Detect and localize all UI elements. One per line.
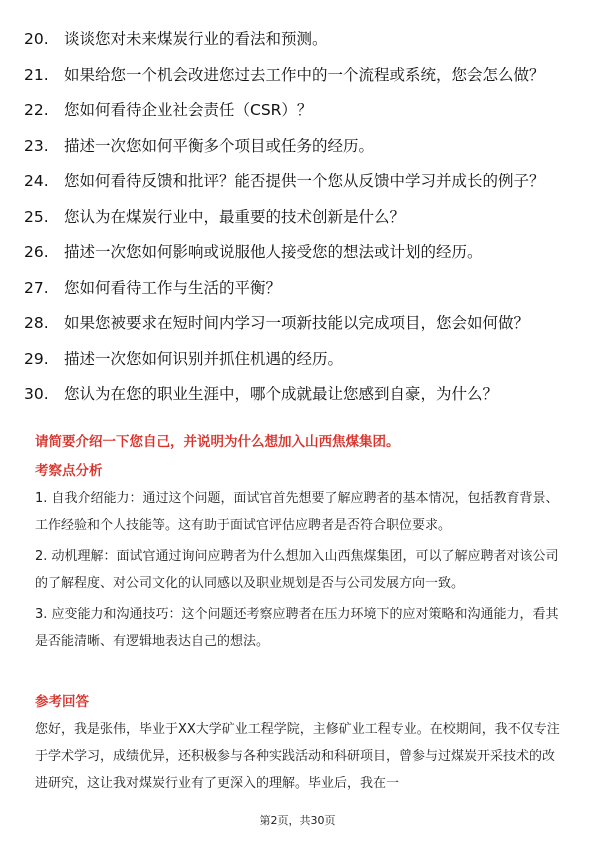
question-item bbox=[24, 311, 569, 336]
question-text: 您如何看待企业社会责任（CSR）？ bbox=[64, 101, 313, 119]
question-text: 您认为在煤炭行业中，最重要的技术创新是什么？ bbox=[64, 207, 406, 226]
question-text: 描述一次您如何平衡多个项目或任务的经历。 bbox=[64, 136, 375, 155]
question-item bbox=[24, 169, 569, 194]
analysis-item: 2. 动机理解：面试官通过询问应聘者为什么想加入山西焦煤集团，可以了解应聘者对该公司的了解程度、对公司文化的认同感以及职业规划是否与公司发展方向一致。 bbox=[35, 549, 559, 591]
question-text: 谈谈您对未来煤炭行业的看法和预测。 bbox=[64, 30, 328, 48]
question-number: 30. bbox=[24, 385, 49, 403]
question-number: 20. bbox=[24, 30, 49, 48]
question-text: 您如何看待反馈和批评？能否提供一个您从反馈中学习并成长的例子？ bbox=[64, 172, 545, 190]
question-item bbox=[24, 63, 569, 88]
main-question-section bbox=[35, 431, 560, 453]
analysis-item: 1. 自我介绍能力：通过这个问题，面试官首先想要了解应聘者的基本情况，包括教育背景、工作经验和个人技能等。这有助于面试官评估应聘者是否符合职位要求。 bbox=[35, 491, 559, 533]
question-number: 23. bbox=[24, 136, 49, 155]
question-list bbox=[24, 27, 569, 418]
question-text: 您认为在您的职业生涯中，哪个成就最让您感到自豪，为什么？ bbox=[64, 385, 499, 403]
analysis-body bbox=[35, 485, 560, 655]
question-number: 29. bbox=[24, 349, 49, 368]
reference-answer-text: 您好，我是张伟，毕业于XX大学矿业工程学院，主修矿业工程专业。在校期间，我不仅专注于学术学习，成绩优异，还积极参与各种实践活动和科研项目，曾参与过煤炭开采技术的改进研究，这让我对煤炭行业有了更深入的理解。毕业后，我在一 bbox=[35, 722, 560, 791]
question-item bbox=[24, 240, 569, 265]
question-text: 描述一次您如何识别并抓住机遇的经历。 bbox=[64, 349, 344, 368]
question-text: 如果给您一个机会改进您过去工作中的一个流程或系统，您会怎么做？ bbox=[64, 65, 545, 84]
question-item bbox=[24, 27, 569, 52]
question-item bbox=[24, 382, 569, 407]
analysis-heading: 考察点分析 bbox=[35, 463, 103, 479]
question-item bbox=[24, 98, 569, 123]
analysis-section bbox=[35, 460, 560, 659]
question-text: 描述一次您如何影响或说服他人接受您的想法或计划的经历。 bbox=[64, 243, 483, 261]
question-number: 25. bbox=[24, 207, 49, 226]
question-item bbox=[24, 205, 569, 230]
question-item bbox=[24, 347, 569, 372]
question-number: 24. bbox=[24, 172, 49, 190]
question-item bbox=[24, 276, 569, 301]
question-text: 如果您被要求在短时间内学习一项新技能以完成项目，您会如何做？ bbox=[64, 314, 530, 332]
page-footer: 第2页，共30页 bbox=[259, 814, 336, 827]
question-number: 26. bbox=[24, 243, 49, 261]
question-number: 22. bbox=[24, 101, 49, 119]
reference-heading: 参考回答 bbox=[35, 694, 89, 710]
analysis-item: 3. 应变能力和沟通技巧：这个问题还考察应聘者在压力环境下的应对策略和沟通能力，看其是否能清晰、有逻辑地表达自己的想法。 bbox=[35, 607, 559, 649]
question-number: 28. bbox=[24, 314, 49, 332]
main-question-heading: 请简要介绍一下您自己，并说明为什么想加入山西焦煤集团。 bbox=[35, 434, 400, 450]
question-item bbox=[24, 134, 569, 159]
question-number: 21. bbox=[24, 65, 49, 84]
question-number: 27. bbox=[24, 278, 49, 297]
reference-section bbox=[35, 691, 560, 797]
question-text: 您如何看待工作与生活的平衡？ bbox=[64, 278, 282, 297]
